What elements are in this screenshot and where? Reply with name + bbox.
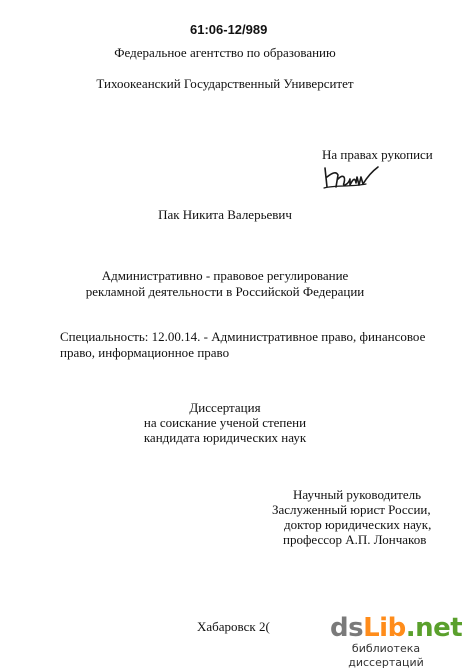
manuscript-note: На правах рукописи <box>322 147 433 162</box>
title-line-2: рекламной деятельности в Российской Федерации <box>85 284 365 299</box>
supervisor-line-4: профессор А.П. Лончаков <box>283 532 427 547</box>
dslib-watermark[interactable] <box>330 613 462 669</box>
university-name: Тихоокеанский Государственный Университет <box>96 76 354 91</box>
supervisor-line-3: доктор юридических наук, <box>284 517 432 532</box>
work-type-line-1: Диссертация <box>189 400 261 415</box>
city-year: Хабаровск 2( <box>197 619 270 634</box>
work-type-line-2: на соискание ученой степени <box>143 415 307 430</box>
specialty-line-1: Специальность: 12.00.14. - Административное право, финансовое <box>60 329 426 344</box>
supervisor-line-2: Заслуженный юрист России, <box>272 502 431 517</box>
agency-name: Федеральное агентство по образованию <box>114 45 336 60</box>
dslib-logo: dsLib.net <box>330 613 462 643</box>
handwritten-signature <box>322 163 382 191</box>
supervisor-line-1: Научный руководитель <box>293 487 422 502</box>
work-type-line-3: кандидата юридических наук <box>143 430 307 445</box>
title-line-1: Административно - правовое регулирование <box>101 268 349 283</box>
dslib-subtitle: библиотека диссертаций <box>348 642 424 669</box>
author-name: Пак Никита Валерьевич <box>158 207 292 222</box>
document-code: 61:06-12/989 <box>190 22 268 37</box>
specialty-line-2: право, информационное право <box>60 345 230 360</box>
